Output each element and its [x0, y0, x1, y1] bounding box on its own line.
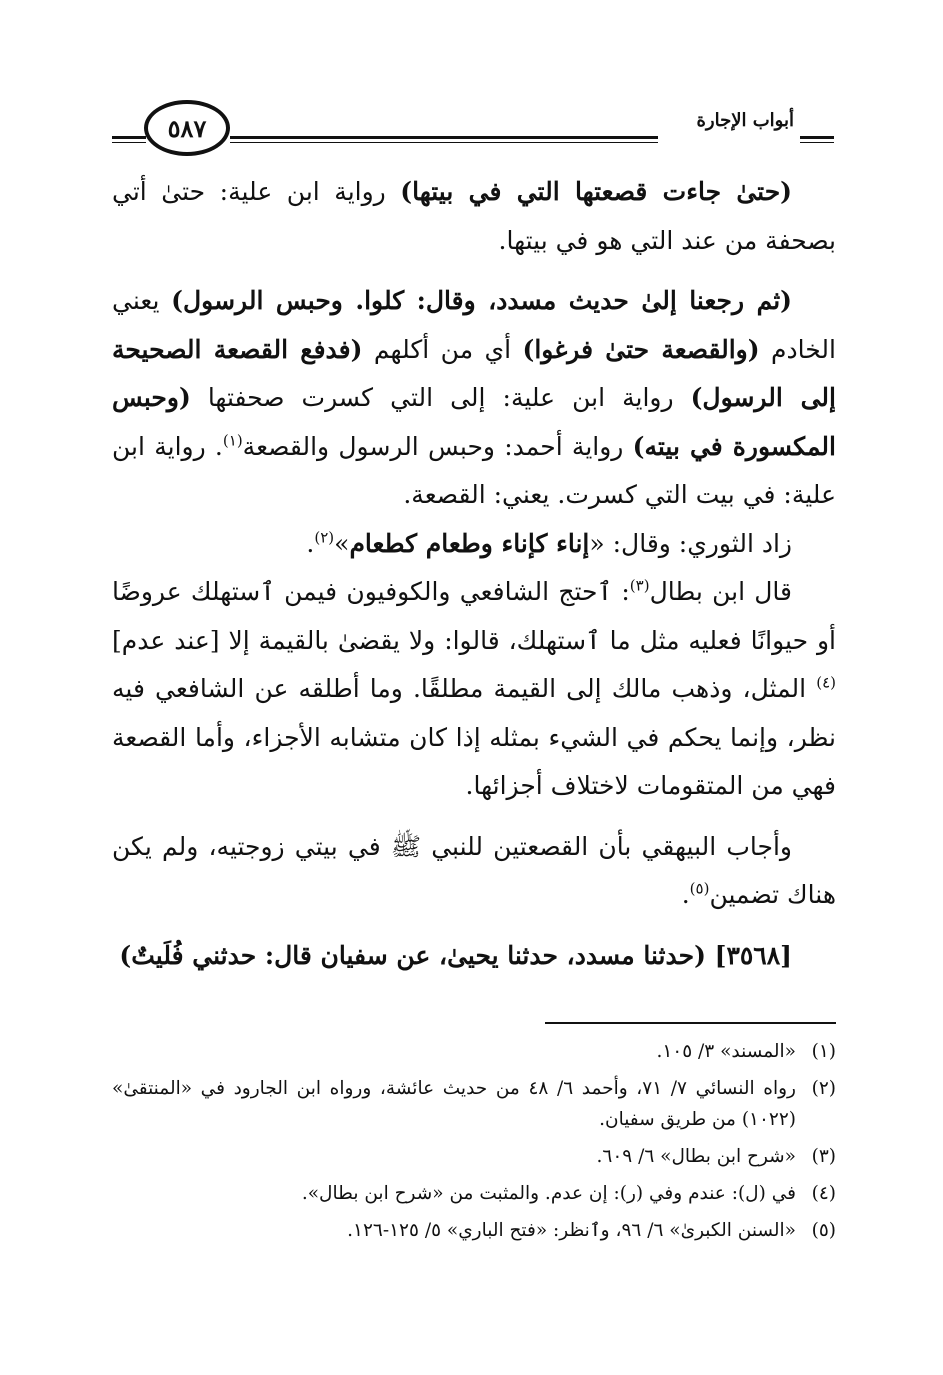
commentary-text: رواية أحمد: وحبس الرسول والقصعة [242, 431, 633, 461]
footnote-text: «شرح ابن بطال» ٦/ ٦٠٩. [596, 1146, 796, 1167]
header-rule-middle [230, 136, 658, 139]
running-title: أبواب الإجارة [696, 110, 794, 131]
commentary-text: المثل، وذهب مالك إلى القيمة مطلقًا. وما أطلقه عن الشافعي فيه نظر، وإنما يحكم في الشيء بمثله إذا كان متشابه الأجزاء، وأما القصعة فهي من المتقومات لاختلاف أجزائها. [112, 674, 836, 800]
quoted-hadith-text: (حتىٰ جاءت قصعتها التي في بيتها) [400, 177, 792, 206]
footnote-item [112, 1141, 836, 1172]
paragraph-4 [112, 568, 836, 811]
quoted-hadith-text: (والقصعة حتىٰ فرغوا) [522, 334, 760, 364]
footnote-item [112, 1215, 836, 1246]
footnote-number: (٢) [811, 1078, 836, 1099]
commentary-text: رواية ابن علية: إلى التي كسرت صحفتها [190, 383, 691, 412]
quoted-hadith-text: إناء كإناء وطعام كطعام [349, 528, 590, 558]
footnote-item [112, 1036, 836, 1067]
commentary-text: » [334, 528, 350, 558]
main-text [112, 168, 836, 980]
commentary-text: . [681, 880, 690, 909]
quoted-hadith-text: (وحبس المكسورة في بيته) [112, 383, 836, 461]
footnote-ref-1[interactable]: (١) [222, 431, 243, 450]
footnote-text: رواه النسائي ٧/ ٧١، وأحمد ٦/ ٤٨ من حديث عائشة، ورواه ابن الجارود في «المنتقىٰ» (١٠٢٢) من طريق سفيان. [112, 1078, 796, 1130]
header-rule-middle-thin [230, 142, 658, 143]
commentary-text: أي من أكلهم [362, 334, 523, 364]
paragraph-5 [112, 823, 836, 920]
footnote-number: (٣) [811, 1146, 836, 1167]
paragraph-6 [112, 932, 836, 981]
commentary-text: . [306, 528, 315, 558]
footnote-ref-3[interactable]: (٣) [629, 576, 650, 595]
footnote-number: (٤) [811, 1183, 836, 1204]
paragraph-1 [112, 168, 836, 265]
commentary-text: يعني الخادم [112, 286, 836, 364]
commentary-text: زاد الثوري: وقال: « [589, 528, 792, 558]
commentary-text: رواية ابن علية: حتىٰ أتي بصحفة من عند التي هو في بيتها. [112, 177, 836, 255]
quoted-hadith-text: (فدفع القصعة الصحيحة إلى الرسول) [112, 334, 836, 412]
footnotes [112, 1036, 836, 1252]
commentary-text: وأجاب البيهقي بأن القصعتين للنبي ﷺ في بيتي زوجتيه، ولم يكن هناك تضمين [112, 831, 836, 909]
footnote-text: «السنن الكبرىٰ» ٦/ ٩٦، وٱنظر: «فتح الباري» ٥/ ١٢٥-١٢٦. [347, 1220, 796, 1241]
header-rule-right-thin [800, 142, 834, 143]
footnote-ref-4[interactable]: (٤) [816, 673, 836, 692]
footnote-text: «المسند» ٣/ ١٠٥. [656, 1041, 796, 1062]
footnote-number: (١) [811, 1041, 836, 1062]
page-header [112, 98, 834, 162]
footnote-item [112, 1073, 836, 1135]
footnote-ref-5[interactable]: (٥) [689, 879, 710, 898]
paragraph-2 [112, 277, 836, 520]
hadith-chain-heading: [٣٥٦٨] (حدثنا مسدد، حدثنا يحيىٰ، عن سفيان قال: حدثني فُلَيتٌ) [119, 940, 792, 970]
paragraph-3 [112, 520, 836, 569]
footnote-text: في (ل): عندم وفي (ر): إن عدم. والمثبت من «شرح ابن بطال». [301, 1183, 796, 1204]
commentary-text: قال ابن بطال [649, 577, 792, 606]
header-rule-left-thin [112, 142, 146, 143]
commentary-text: . رواية ابن علية: في بيت التي كسرت. يعني: القصعة. [112, 431, 836, 509]
footnote-separator [545, 1022, 836, 1024]
quoted-hadith-text: (ثم رجعنا إلىٰ حديث مسدد، وقال: كلوا. وحبس الرسول) [171, 286, 792, 315]
commentary-text: : ٱحتج الشافعي والكوفيون فيمن ٱستهلك عروضًا أو حيوانًا فعليه مثل ما ٱستهلك، قالوا: ولا يقضىٰ بالقيمة إلا [عند عدم] [112, 577, 836, 655]
header-rule-right [800, 136, 834, 139]
footnote-ref-2[interactable]: (٢) [314, 528, 335, 547]
footnote-item [112, 1178, 836, 1209]
header-rule-left [112, 136, 146, 139]
page-number: ٥٨٧ [144, 100, 230, 156]
footnote-number: (٥) [811, 1220, 836, 1241]
